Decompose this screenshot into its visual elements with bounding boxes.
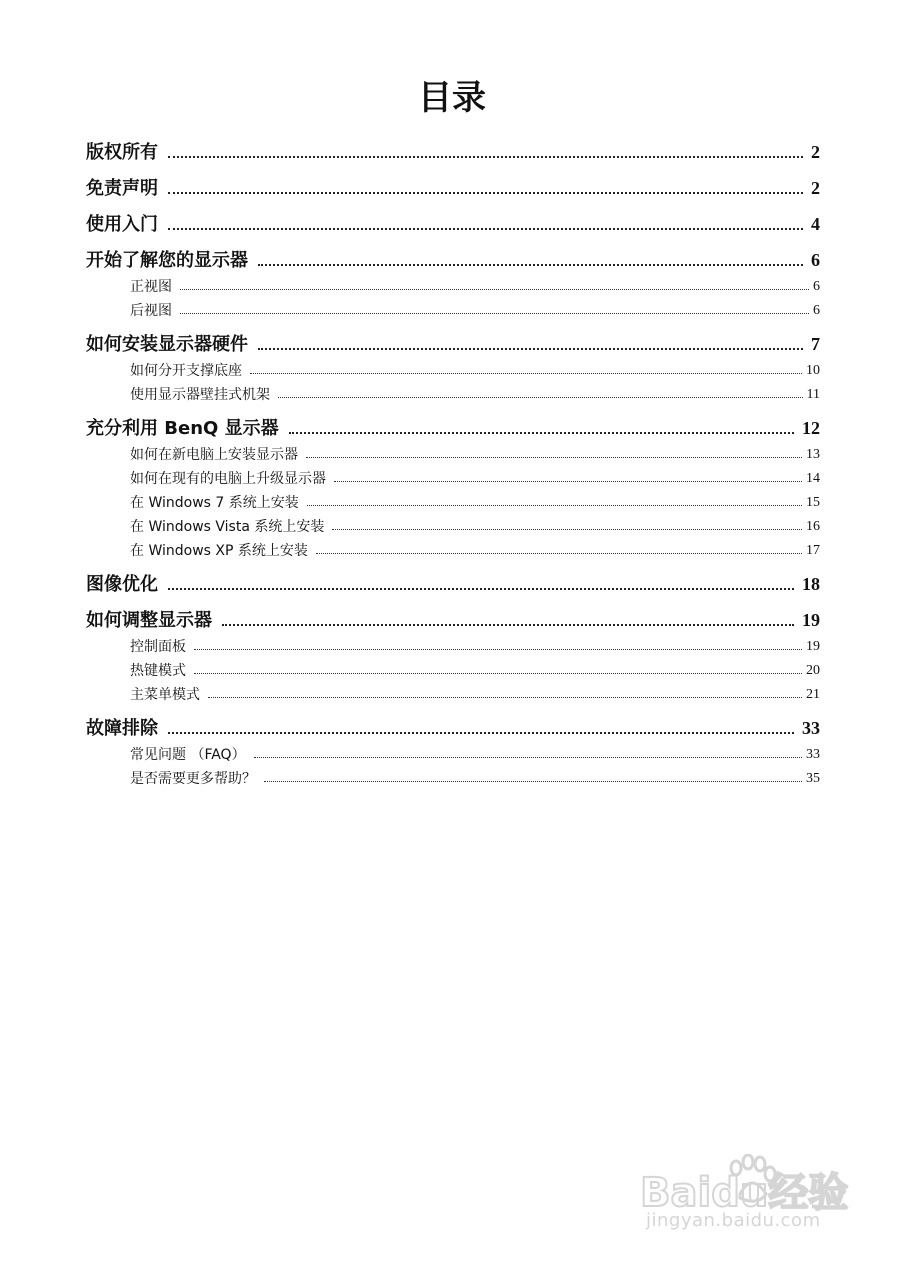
- table-of-contents: [86, 136, 820, 788]
- toc-entry-upgrade[interactable]: [86, 464, 820, 488]
- dot-leader: [194, 649, 802, 650]
- toc-page-number: 19: [806, 639, 820, 655]
- toc-entry-label: 热键模式: [130, 663, 186, 680]
- toc-entry-label: 如何调整显示器: [86, 610, 212, 632]
- toc-entry-label: 开始了解您的显示器: [86, 250, 248, 272]
- dot-leader: [258, 348, 803, 350]
- toc-entry-label: 控制面板: [130, 639, 186, 656]
- toc-page-number: 35: [806, 771, 820, 787]
- toc-entry-new-computer[interactable]: [86, 440, 820, 464]
- toc-entry-detach-stand[interactable]: [86, 356, 820, 380]
- toc-entry-label: 在 Windows XP 系统上安装: [130, 543, 308, 560]
- toc-entry-label: 后视图: [130, 303, 172, 320]
- toc-entry-front-view[interactable]: [86, 272, 820, 296]
- toc-page-number: 16: [806, 519, 820, 535]
- toc-entry-label: 如何在新电脑上安装显示器: [130, 447, 298, 464]
- toc-entry-windows-vista[interactable]: [86, 512, 820, 536]
- toc-page-number: 13: [806, 447, 820, 463]
- toc-entry-troubleshooting[interactable]: [86, 712, 820, 740]
- toc-page-number: 10: [806, 363, 820, 379]
- toc-page-number: 6: [813, 303, 820, 319]
- toc-entry-adjust-monitor[interactable]: [86, 604, 820, 632]
- dot-leader: [208, 697, 802, 698]
- toc-entry-label: 版权所有: [86, 142, 158, 164]
- toc-entry-label: 正视图: [130, 279, 172, 296]
- toc-entry-hotkey-mode[interactable]: [86, 656, 820, 680]
- dot-leader: [254, 757, 802, 758]
- toc-page-number: 18: [802, 574, 820, 595]
- dot-leader: [180, 313, 809, 314]
- toc-entry-know-monitor[interactable]: [86, 244, 820, 272]
- toc-page-number: 11: [806, 387, 820, 403]
- toc-page-number: 2: [811, 178, 820, 199]
- dot-leader: [250, 373, 802, 374]
- dot-leader: [168, 192, 803, 194]
- toc-page-number: 4: [811, 214, 820, 235]
- svg-text:Baidu经验: Baidu经验: [640, 1170, 849, 1214]
- baidu-jingyan-watermark: [640, 1138, 870, 1248]
- watermark-url: jingyan.baidu.com: [646, 1210, 821, 1231]
- toc-entry-label: 免责声明: [86, 178, 158, 200]
- dot-leader: [168, 156, 803, 158]
- toc-entry-getting-started[interactable]: [86, 208, 820, 236]
- toc-page-number: 21: [806, 687, 820, 703]
- page-title: 目录: [418, 78, 486, 118]
- dot-leader: [289, 432, 794, 434]
- toc-entry-copyright[interactable]: [86, 136, 820, 164]
- toc-entry-main-menu-mode[interactable]: [86, 680, 820, 704]
- toc-entry-back-view[interactable]: [86, 296, 820, 320]
- toc-page-number: 19: [802, 610, 820, 631]
- toc-entry-label: 故障排除: [86, 718, 158, 740]
- toc-entry-label: 如何分开支撑底座: [130, 363, 242, 380]
- toc-page-number: 6: [811, 250, 820, 271]
- toc-entry-label: 是否需要更多帮助？: [130, 771, 256, 788]
- dot-leader: [168, 588, 794, 590]
- toc-page-number: 2: [811, 142, 820, 163]
- toc-entry-faq[interactable]: [86, 740, 820, 764]
- toc-entry-windows-7[interactable]: [86, 488, 820, 512]
- toc-entry-label: 如何在现有的电脑上升级显示器: [130, 471, 326, 488]
- toc-entry-wall-mount[interactable]: [86, 380, 820, 404]
- toc-page-number: 12: [802, 418, 820, 439]
- toc-entry-label: 使用入门: [86, 214, 158, 236]
- toc-page-number: 7: [811, 334, 820, 355]
- toc-entry-label: 在 Windows 7 系统上安装: [130, 495, 299, 512]
- dot-leader: [334, 481, 802, 482]
- toc-entry-label: 常见问题 （FAQ）: [130, 747, 246, 764]
- toc-entry-make-most[interactable]: [86, 412, 820, 440]
- toc-entry-label: 充分利用 BenQ 显示器: [86, 418, 279, 440]
- dot-leader: [258, 264, 803, 266]
- toc-page-number: 33: [802, 718, 820, 739]
- dot-leader: [222, 624, 794, 626]
- toc-entry-windows-xp[interactable]: [86, 536, 820, 560]
- baidu-paw-icon: [640, 1154, 860, 1214]
- toc-page-number: 20: [806, 663, 820, 679]
- toc-entry-hardware-install[interactable]: [86, 328, 820, 356]
- toc-entry-label: 主菜单模式: [130, 687, 200, 704]
- toc-entry-label: 图像优化: [86, 574, 158, 596]
- dot-leader: [307, 505, 802, 506]
- toc-entry-label: 使用显示器壁挂式机架: [130, 387, 270, 404]
- dot-leader: [168, 732, 794, 734]
- toc-entry-label: 在 Windows Vista 系统上安装: [130, 519, 325, 536]
- dot-leader: [168, 228, 803, 230]
- toc-entry-label: 如何安装显示器硬件: [86, 334, 248, 356]
- toc-page-number: 33: [806, 747, 820, 763]
- dot-leader: [180, 289, 809, 290]
- toc-page-number: 6: [813, 279, 820, 295]
- dot-leader: [278, 397, 803, 398]
- dot-leader: [306, 457, 802, 458]
- toc-entry-more-help[interactable]: [86, 764, 820, 788]
- toc-entry-control-panel[interactable]: [86, 632, 820, 656]
- toc-page-number: 17: [806, 543, 820, 559]
- toc-entry-picture-optimization[interactable]: [86, 568, 820, 596]
- toc-page-number: 15: [806, 495, 820, 511]
- toc-entry-disclaimer[interactable]: [86, 172, 820, 200]
- toc-page-number: 14: [806, 471, 820, 487]
- dot-leader: [264, 781, 802, 782]
- dot-leader: [194, 673, 802, 674]
- dot-leader: [332, 529, 802, 530]
- dot-leader: [316, 553, 802, 554]
